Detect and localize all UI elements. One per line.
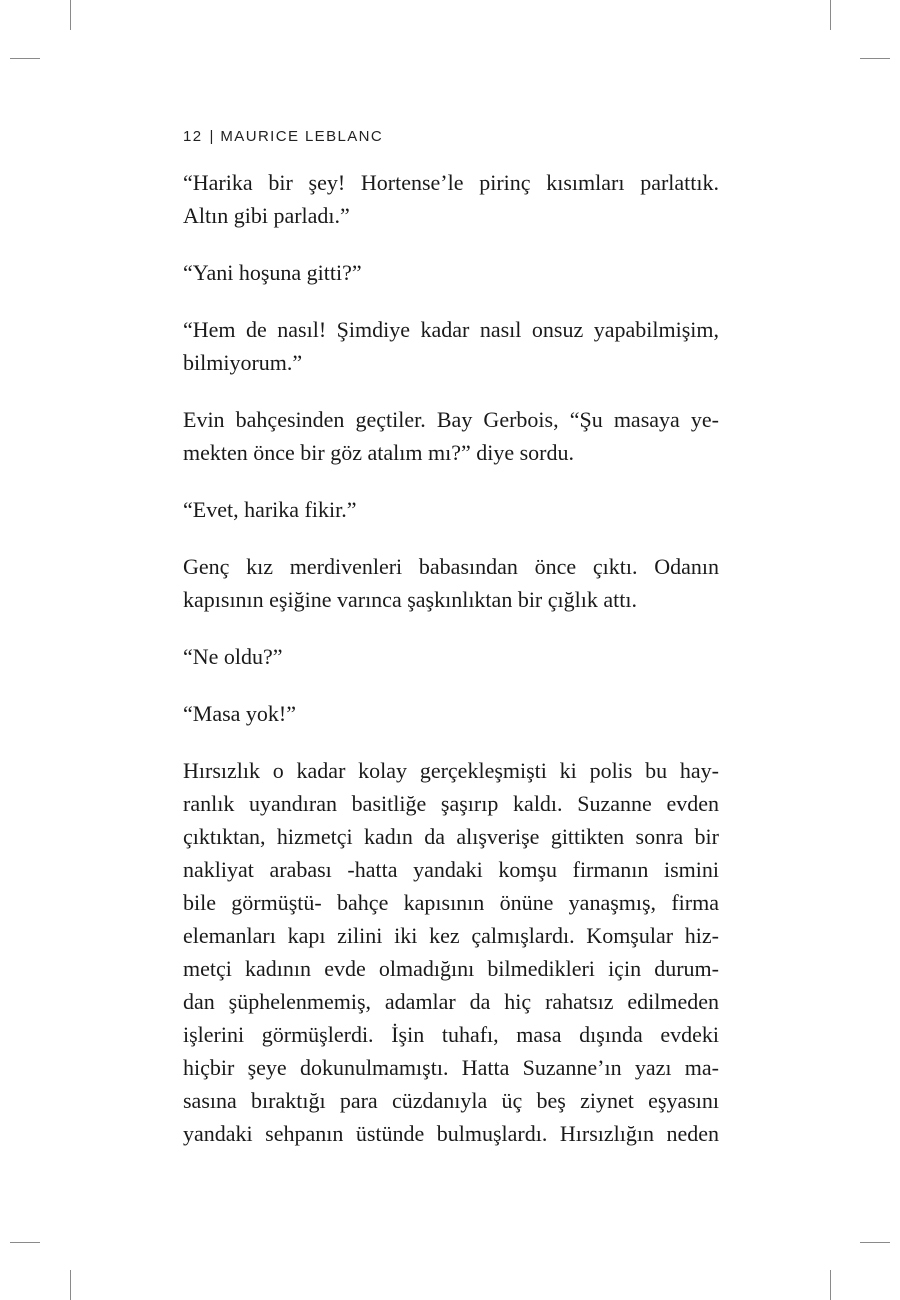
paragraph xyxy=(183,493,719,526)
author-name: MAURICE LEBLANC xyxy=(220,128,384,145)
text-line: ranlık uyandıran basitliğe şaşırıp kaldı. Suzanne evden xyxy=(183,791,719,816)
text-line: “Yani hoşuna gitti?” xyxy=(183,260,362,285)
text-line: “Masa yok!” xyxy=(183,701,297,726)
text-line: dan şüphelenmemiş, adamlar da hiç rahatsız edilmeden xyxy=(183,989,719,1014)
paragraph xyxy=(183,754,719,1150)
crop-mark-top-left-h xyxy=(10,58,40,59)
text-line: elemanları kapı zilini iki kez çalmışlardı. Komşular hiz- xyxy=(183,923,719,948)
crop-mark-bottom-right xyxy=(830,1270,831,1300)
text-line: “Evet, harika fikir.” xyxy=(183,497,357,522)
paragraph xyxy=(183,403,719,469)
text-line: bilmiyorum.” xyxy=(183,350,303,375)
crop-mark-top-right-h xyxy=(860,58,890,59)
paragraph xyxy=(183,550,719,616)
paragraph xyxy=(183,166,719,232)
text-line: yandaki sehpanın üstünde bulmuşlardı. Hırsızlığın neden xyxy=(183,1121,719,1146)
text-line: bile görmüştü- bahçe kapısının önüne yanaşmış, firma xyxy=(183,890,719,915)
paragraph xyxy=(183,697,719,730)
crop-mark-top-right xyxy=(830,0,831,30)
paragraph xyxy=(183,256,719,289)
page-number: 12 xyxy=(183,128,203,145)
text-line: “Harika bir şey! Hortense’le pirinç kısımları parlattık. xyxy=(183,170,719,195)
text-line: kapısının eşiğine varınca şaşkınlıktan bir çığlık attı. xyxy=(183,587,637,612)
paragraph xyxy=(183,313,719,379)
crop-mark-bottom-right-h xyxy=(860,1242,890,1243)
text-line: Evin bahçesinden geçtiler. Bay Gerbois, “Şu masaya ye- xyxy=(183,407,719,432)
text-line: hiçbir şeye dokunulmamıştı. Hatta Suzanne’ın yazı ma- xyxy=(183,1055,719,1080)
text-line: “Hem de nasıl! Şimdiye kadar nasıl onsuz yapabilmişim, xyxy=(183,317,719,342)
text-line: Altın gibi parladı.” xyxy=(183,203,350,228)
text-line: işlerini görmüşlerdi. İşin tuhafı, masa dışında evdeki xyxy=(183,1022,719,1047)
crop-mark-bottom-left-h xyxy=(10,1242,40,1243)
crop-mark-bottom-left xyxy=(70,1270,71,1300)
text-line: mekten önce bir göz atalım mı?” diye sordu. xyxy=(183,440,574,465)
text-line: Genç kız merdivenleri babasından önce çıktı. Odanın xyxy=(183,554,719,579)
text-line: çıktıktan, hizmetçi kadın da alışverişe gittikten sonra bir xyxy=(183,824,719,849)
paragraph xyxy=(183,640,719,673)
text-line: “Ne oldu?” xyxy=(183,644,283,669)
text-line: metçi kadının evde olmadığını bilmedikleri için durum- xyxy=(183,956,719,981)
header-separator: | xyxy=(209,128,214,145)
text-line: Hırsızlık o kadar kolay gerçekleşmişti ki polis bu hay- xyxy=(183,758,719,783)
text-line: nakliyat arabası -hatta yandaki komşu firmanın ismini xyxy=(183,857,719,882)
text-line: sasına bıraktığı para cüzdanıyla üç beş ziynet eşyasını xyxy=(183,1088,719,1113)
crop-mark-top-left xyxy=(70,0,71,30)
body-text xyxy=(183,166,719,1174)
running-head xyxy=(183,128,383,145)
